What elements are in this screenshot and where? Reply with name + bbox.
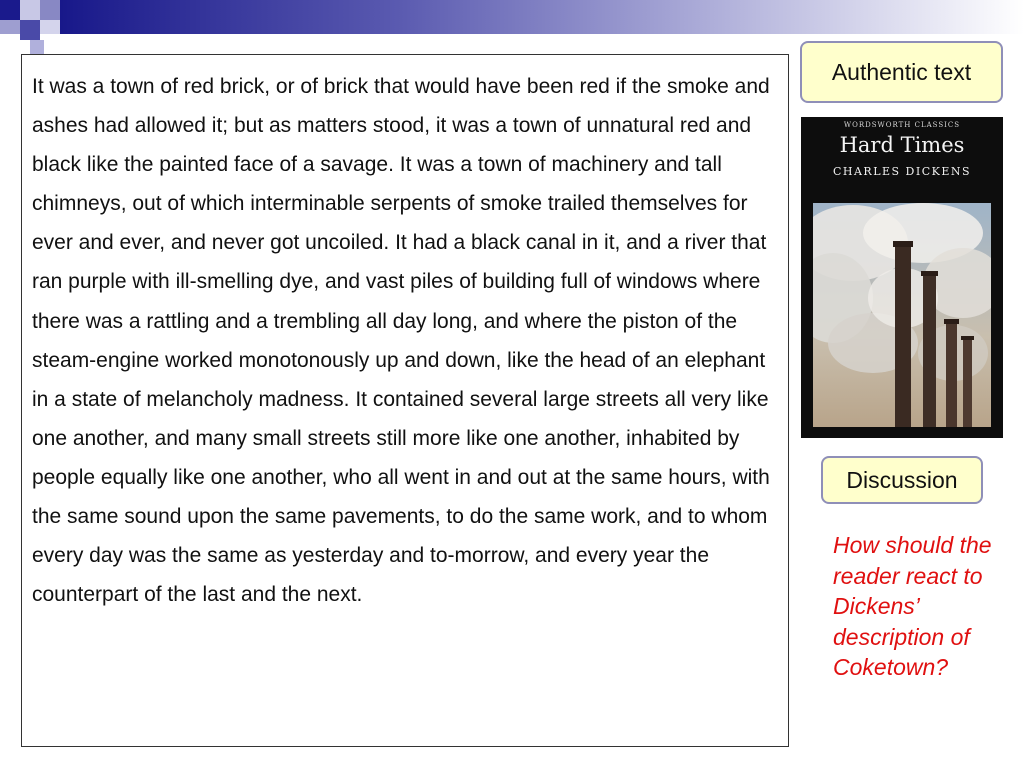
- book-series: WORDSWORTH CLASSICS: [843, 121, 961, 129]
- discussion-label-text: Discussion: [846, 466, 958, 493]
- book-cover: [801, 117, 1003, 438]
- decorative-square: [30, 40, 44, 54]
- header-gradient-bar: [60, 0, 1024, 34]
- book-author: CHARLES DICKENS: [832, 165, 972, 178]
- discussion-label: [821, 456, 983, 504]
- passage-box: [21, 54, 789, 747]
- decorative-square: [0, 20, 20, 34]
- decorative-square: [40, 0, 60, 20]
- authentic-text-label-text: Authentic text: [831, 58, 972, 85]
- decorative-square: [20, 20, 40, 40]
- decorative-square: [40, 20, 60, 34]
- book-title: Hard Times: [839, 133, 965, 157]
- passage-text: It was a town of red brick, or of brick that would have been red if the smoke and ashes had allowed it; but as matters stood, it was a town of unnatural red and black like the painted face of a savage. It was a town of machinery and tall chimneys, out of which interminable serpents of smoke trailed themselves for ever and ever, and never got uncoiled. It had a black canal in it, and a river that ran purple with ill-smelling dye, and vast piles of building full of windows where there was a rattling and a trembling all day long, and where the piston of the steam-engine worked monotonously up and down, like the head of an elephant in a state of melancholy madness. It contained several large streets all very like one another, and many small streets still more like one another, inhabited by people equally like one another, who all went in and out at the same hours, with the same sound upon the same pavements, to do the same work, and to whom every day was the same as yesterday and to-morrow, and every year the counterpart of the last and the next.: [32, 75, 770, 607]
- discussion-question: How should the reader react to Dickens’ description of Coketown?: [833, 532, 992, 680]
- decorative-square: [20, 0, 40, 20]
- authentic-text-label: [800, 41, 1003, 103]
- factory-chimneys-image: [813, 203, 991, 427]
- decorative-square: [0, 0, 20, 20]
